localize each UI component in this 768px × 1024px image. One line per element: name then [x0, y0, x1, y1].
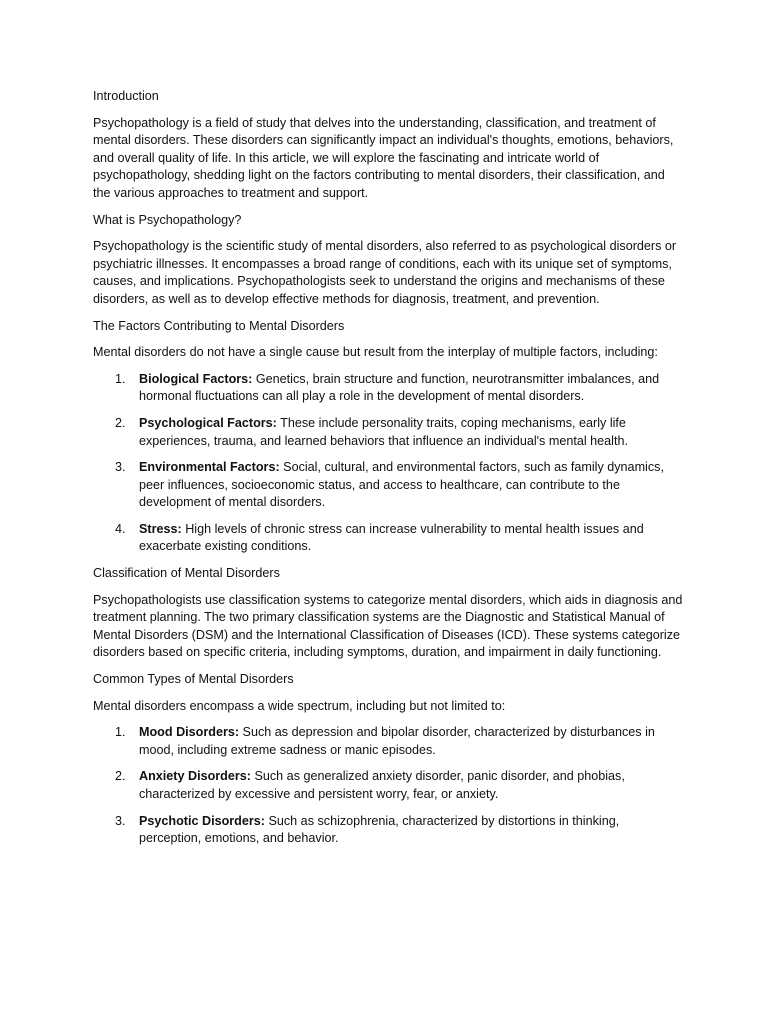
list-number: 3. — [115, 460, 126, 475]
factors-heading: The Factors Contributing to Mental Disorders — [93, 318, 345, 333]
list-number: 2. — [115, 769, 126, 784]
list-item — [93, 813, 683, 848]
types-list — [93, 724, 683, 848]
document-page — [93, 88, 683, 857]
list-term: Anxiety Disorders: — [139, 769, 251, 784]
intro-paragraph: Psychopathology is a field of study that delves into the understanding, classification, and treatment of mental disorders. These disorders can significantly impact an individual's thoughts, emotions, behaviors, and overall quality of life. In this article, we will explore the fascinating and intricate world of psychopathology, shedding light on the factors contributing to mental disorders, their classification, and the various approaches to treatment and support. — [93, 115, 674, 200]
list-item — [93, 768, 683, 803]
list-text: Such as schizophrenia, characterized by distortions in thinking, perception, emotions, and behavior. — [139, 813, 620, 846]
list-text: Such as depression and bipolar disorder, characterized by disturbances in mood, including extreme sadness or manic episodes. — [139, 725, 655, 757]
list-term: Stress: — [139, 521, 182, 536]
list-term: Biological Factors: — [139, 371, 253, 386]
list-text: These include personality traits, coping mechanisms, early life experiences, trauma, and learned behaviors that influence an individual's mental health. — [139, 415, 628, 448]
factors-list — [93, 371, 683, 556]
factors-intro: Mental disorders do not have a single cause but result from the interplay of multiple factors, including: — [93, 345, 658, 360]
types-intro: Mental disorders encompass a wide spectrum, including but not limited to: — [93, 698, 506, 713]
list-number: 4. — [115, 521, 126, 536]
list-term: Psychological Factors: — [139, 415, 277, 430]
list-text: Such as generalized anxiety disorder, panic disorder, and phobias, characterized by excessive and persistent worry, fear, or anxiety. — [139, 769, 625, 801]
list-text: Social, cultural, and environmental factors, such as family dynamics, peer influences, socioeconomic status, and access to healthcare, can contribute to the development of mental disorders. — [139, 460, 664, 510]
list-number: 1. — [115, 725, 126, 740]
list-text: Genetics, brain structure and function, neurotransmitter imbalances, and hormonal fluctuations can all play a role in the development of mental disorders. — [139, 371, 660, 404]
list-item — [93, 371, 683, 406]
what-paragraph: Psychopathology is the scientific study of mental disorders, also referred to as psychological disorders or psychiatric illnesses. It encompasses a broad range of conditions, each with its unique set of symptoms, causes, and implications. Psychopathologists seek to understand the origins and mechanisms of these disorders, as well as to develop effective methods for diagnosis, treatment, and prevention. — [93, 239, 677, 306]
list-item — [93, 521, 683, 556]
list-term: Mood Disorders: — [139, 725, 240, 740]
list-item — [93, 724, 683, 759]
intro-heading: Introduction — [93, 89, 159, 103]
list-item — [93, 459, 683, 512]
types-heading: Common Types of Mental Disorders — [93, 672, 294, 687]
list-number: 2. — [115, 415, 126, 430]
list-item — [93, 415, 683, 450]
classification-heading: Classification of Mental Disorders — [93, 566, 280, 581]
list-number: 1. — [115, 371, 126, 386]
list-text: High levels of chronic stress can increase vulnerability to mental health issues and exacerbate existing conditions. — [139, 521, 644, 554]
list-term: Psychotic Disorders: — [139, 813, 265, 828]
classification-paragraph: Psychopathologists use classification systems to categorize mental disorders, which aids in diagnosis and treatment planning. The two primary classification systems are the Diagnostic and Statistical Manual of Mental Disorders (DSM) and the International Classification of Diseases (ICD). These systems categorize disorders based on specific criteria, including symptoms, duration, and impairment in daily functioning. — [93, 592, 683, 660]
list-term: Environmental Factors: — [139, 460, 280, 475]
what-heading: What is Psychopathology? — [93, 212, 242, 227]
list-number: 3. — [115, 813, 126, 828]
